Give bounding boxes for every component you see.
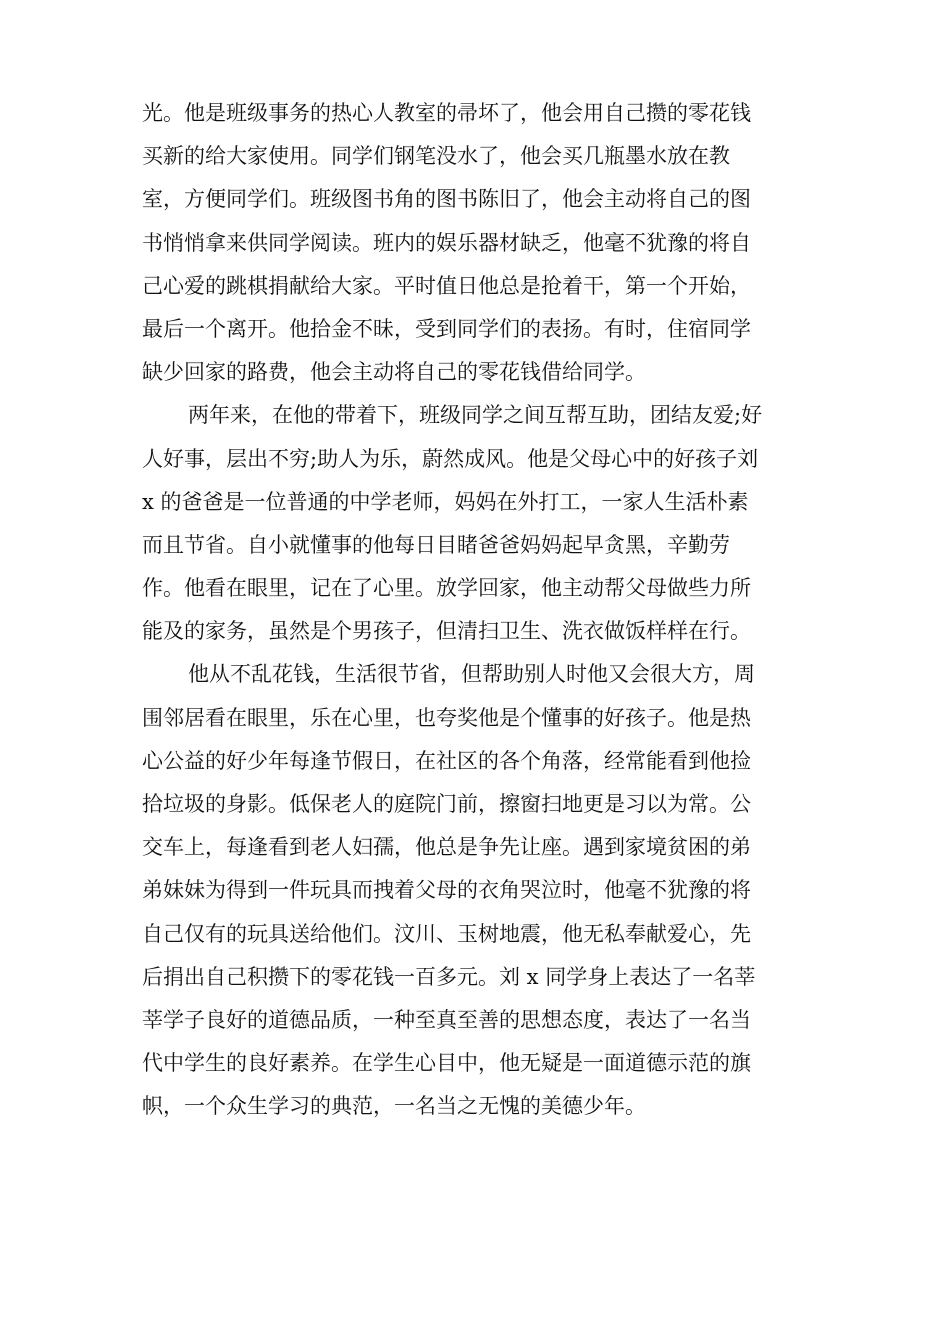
text-line: 能及的家务，虽然是个男孩子，但清扫卫生、洗衣做饭样样在行。: [142, 619, 751, 644]
document-body: [142, 92, 802, 1129]
paragraph-first-line: 两年来，在他的带着下，班级同学之间互帮互助，团结友爱;好: [188, 403, 763, 428]
paragraph-first-line: 他从不乱花钱，生活很节省，但帮助别人时他又会很大方，周: [188, 662, 755, 687]
text-line: 心公益的好少年每逢节假日，在社区的各个角落，经常能看到他捡: [142, 748, 751, 773]
text-line: 而且节省。自小就懂事的他每日目睹爸爸妈妈起早贪黑，辛勤劳: [142, 532, 730, 557]
text-line: 作。他看在眼里，记在了心里。放学回家，他主动帮父母做些力所: [142, 576, 751, 601]
text-line: 自己仅有的玩具送给他们。汶川、玉树地震，他无私奉献爱心，先: [142, 921, 751, 946]
text-line: 光。他是班级事务的热心人教室的帚坏了，他会用自己攒的零花钱: [142, 101, 751, 125]
text-line: 缺少回家的路费，他会主动将自己的零花钱借给同学。: [142, 360, 646, 385]
text-line: 买新的给大家使用。同学们钢笔没水了，他会买几瓶墨水放在教: [142, 144, 730, 169]
text-line: 莘学子良好的道德品质，一种至真至善的思想态度，表达了一名当: [142, 1007, 751, 1032]
text-line: 最后一个离开。他拾金不昧，受到同学们的表扬。有时，住宿同学: [142, 316, 751, 341]
text-line: 围邻居看在眼里，乐在心里，也夸奖他是个懂事的好孩子。他是热: [142, 705, 751, 730]
text-line: 弟妹妹为得到一件玩具而拽着父母的衣角哭泣时，他毫不犹豫的将: [142, 878, 751, 903]
text-line: 人好事，层出不穷;助人为乐，蔚然成风。他是父母心中的好孩子刘: [142, 446, 759, 471]
text-line: 拾垃圾的身影。低保老人的庭院门前，擦窗扫地更是习以为常。公: [142, 792, 751, 816]
text-line: 己心爱的跳棋捐献给大家。平时值日他总是抢着干，第一个开始，: [142, 273, 751, 298]
text-line: 书悄悄拿来供同学阅读。班内的娱乐器材缺乏，他毫不犹豫的将自: [142, 230, 751, 255]
text-line: 后捐出自己积攒下的零花钱一百多元。刘 x 同学身上表达了一名莘: [142, 964, 756, 989]
text-line: x 的爸爸是一位普通的中学老师，妈妈在外打工，一家人生活朴素: [142, 489, 749, 514]
text-line: 交车上，每逢看到老人妇孺，他总是争先让座。遇到家境贫困的弟: [142, 835, 751, 860]
text-line: 室，方便同学们。班级图书角的图书陈旧了，他会主动将自己的图: [142, 187, 751, 212]
text-line: 帜，一个众生学习的典范，一名当之无愧的美德少年。: [142, 1094, 646, 1119]
text-line: 代中学生的良好素养。在学生心目中，他无疑是一面道德示范的旗: [142, 1051, 751, 1076]
